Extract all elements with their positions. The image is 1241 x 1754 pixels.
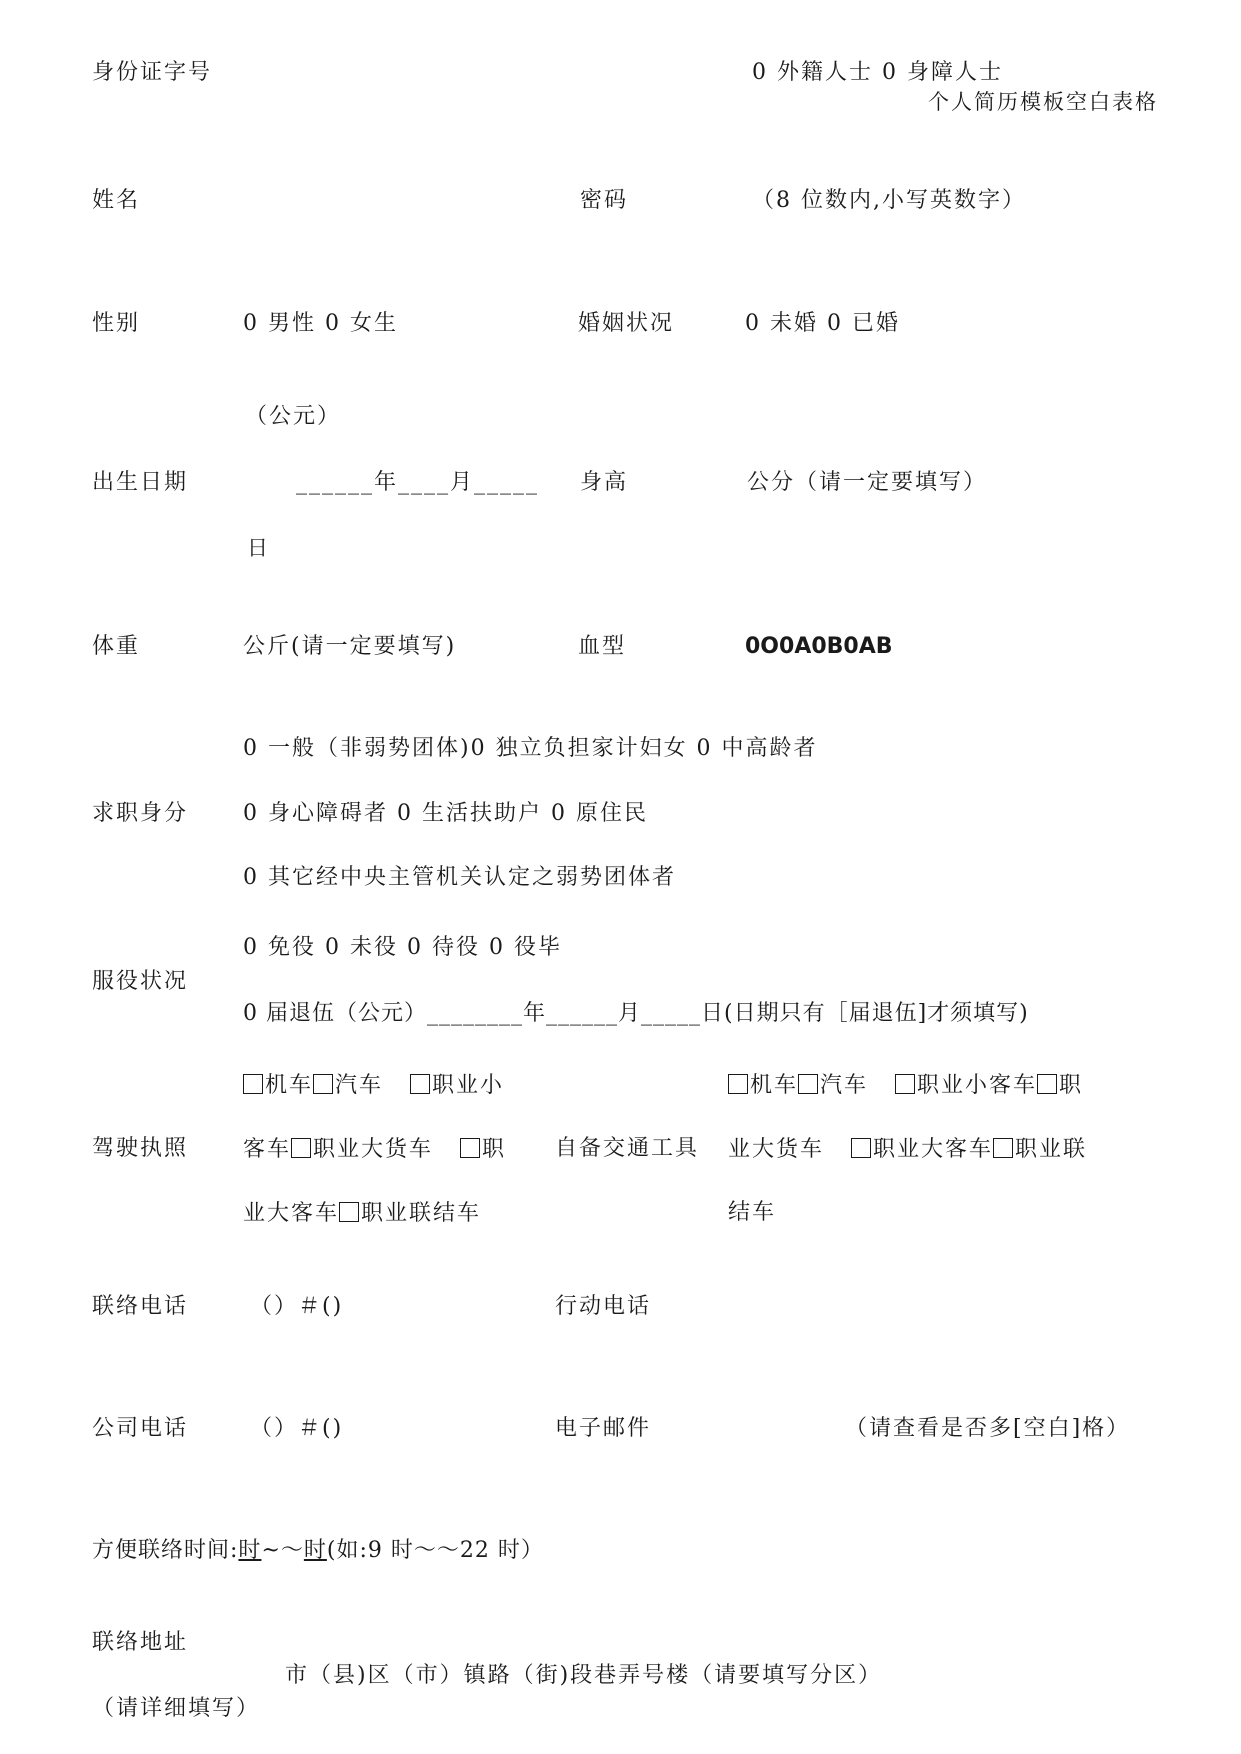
checkbox-icon[interactable] <box>798 1074 818 1094</box>
birth-date-field[interactable]: ______年____月_____ <box>296 470 540 495</box>
mobile-label: 行动电话 <box>555 1294 652 1319</box>
license-left-line-2[interactable]: 客车 职业大货车 职 <box>243 1137 507 1162</box>
password-hint: （8 位数内,小写英数字） <box>752 188 1026 213</box>
checkbox-icon[interactable] <box>460 1138 480 1158</box>
era-note: （公元） <box>245 404 342 429</box>
service-line-1[interactable]: 0 免役 0 未役 0 待役 0 役毕 <box>243 935 562 960</box>
password-label: 密码 <box>580 188 629 213</box>
gender-label: 性别 <box>92 311 141 336</box>
weight-label: 体重 <box>92 634 141 659</box>
license-right-line-2[interactable]: 业大货车 职业大客车 职业联 <box>728 1137 1088 1162</box>
license-right-line-1[interactable]: 机车 汽车 职业小客车 职 <box>728 1074 1083 1097</box>
address-label: 联络地址 <box>92 1630 189 1655</box>
name-label: 姓名 <box>92 188 141 213</box>
address-line[interactable]: 市（县)区（市）镇路（街)段巷弄号楼（请要填写分区） <box>285 1663 883 1688</box>
status-line-1[interactable]: 0 一般（非弱势团体)0 独立负担家计妇女 0 中高龄者 <box>243 736 818 761</box>
license-left-line-1[interactable]: 机车 汽车 职业小 <box>243 1074 504 1097</box>
birth-label: 出生日期 <box>92 470 189 495</box>
document-title: 个人简历模板空白表格 <box>928 90 1158 114</box>
start-hour-field[interactable]: 时 <box>238 1538 262 1563</box>
checkbox-icon[interactable] <box>313 1074 333 1094</box>
status-line-2[interactable]: 0 身心障碍者 0 生活扶助户 0 原住民 <box>243 801 648 826</box>
own-transport-label: 自备交通工具 <box>555 1136 700 1161</box>
license-left-line-3[interactable]: 业大客车 职业联结车 <box>243 1201 482 1226</box>
license-label: 驾驶执照 <box>92 1136 189 1161</box>
blood-options[interactable]: 0O0A0B0AB <box>745 634 893 659</box>
height-label: 身高 <box>580 470 629 495</box>
email-label: 电子邮件 <box>555 1416 652 1441</box>
address-note: （请详细填写） <box>92 1696 261 1721</box>
checkbox-icon[interactable] <box>291 1138 311 1158</box>
license-right-line-3: 结车 <box>728 1200 777 1225</box>
checkbox-icon[interactable] <box>993 1138 1013 1158</box>
service-label: 服役状况 <box>92 969 189 994</box>
height-unit: 公分（请一定要填写） <box>747 470 988 495</box>
company-phone-label: 公司电话 <box>92 1416 189 1441</box>
checkbox-icon[interactable] <box>1037 1074 1057 1094</box>
email-hint: （请查看是否多[空白]格） <box>845 1416 1131 1441</box>
id-options[interactable]: 0 外籍人士 0 身障人士 <box>752 60 1003 85</box>
end-hour-field[interactable]: 时 <box>303 1538 327 1563</box>
phone-field[interactable]: （）＃() <box>250 1294 344 1319</box>
checkbox-icon[interactable] <box>410 1074 430 1094</box>
id-label: 身份证字号 <box>92 60 213 85</box>
contact-time[interactable]: 方便联络时间:时~～时(如:9 时～～22 时） <box>92 1538 544 1563</box>
service-line-2[interactable]: 0 届退伍（公元）________年______月_____日(日期只有［届退伍]才须填写) <box>243 1001 1029 1026</box>
checkbox-icon[interactable] <box>851 1138 871 1158</box>
marital-options[interactable]: 0 未婚 0 已婚 <box>745 311 900 336</box>
weight-unit: 公斤(请一定要填写) <box>243 634 457 659</box>
company-phone-field[interactable]: （）＃() <box>250 1416 344 1441</box>
marital-label: 婚姻状况 <box>578 311 675 336</box>
checkbox-icon[interactable] <box>895 1074 915 1094</box>
birth-day-label: 日 <box>247 536 270 560</box>
checkbox-icon[interactable] <box>728 1074 748 1094</box>
status-line-3[interactable]: 0 其它经中央主管机关认定之弱势团体者 <box>243 865 676 890</box>
phone-label: 联络电话 <box>92 1294 189 1319</box>
blood-label: 血型 <box>578 634 627 659</box>
checkbox-icon[interactable] <box>243 1074 263 1094</box>
gender-options[interactable]: 0 男性 0 女生 <box>243 311 398 336</box>
status-label: 求职身分 <box>92 801 189 826</box>
checkbox-icon[interactable] <box>339 1202 359 1222</box>
